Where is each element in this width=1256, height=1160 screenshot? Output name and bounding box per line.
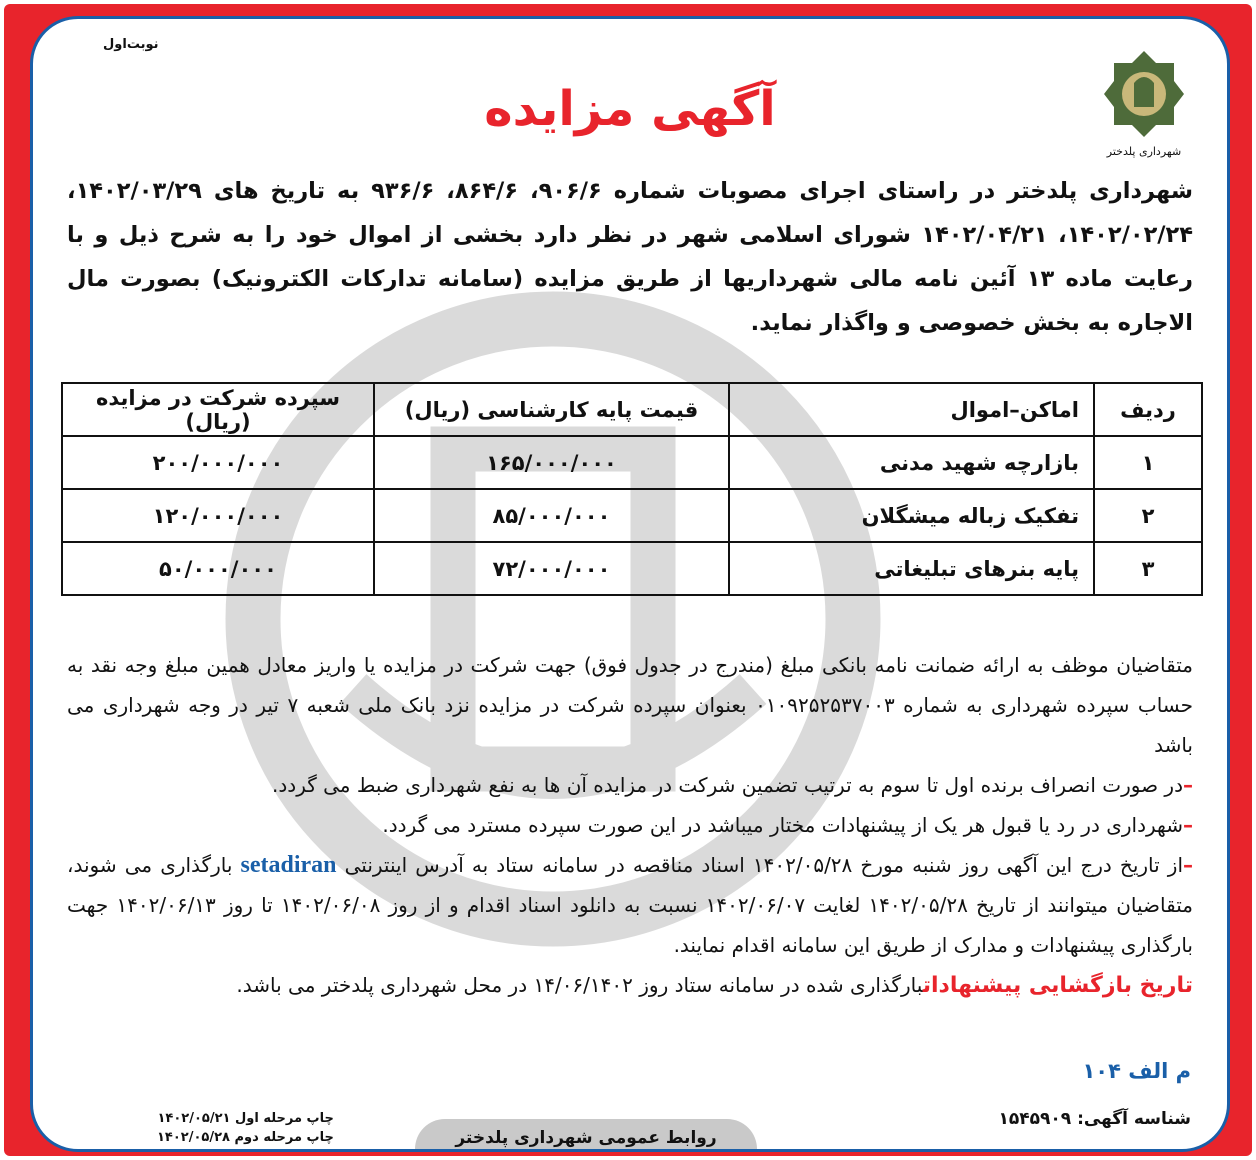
reference-code: م الف ۱۰۴ bbox=[1082, 1059, 1191, 1083]
header-deposit: سپرده شرکت در مزایده (ریال) bbox=[62, 383, 374, 436]
opening-date-label: تاریخ بازگشایی پیشنهادات bbox=[922, 973, 1193, 998]
ad-identifier: شناسه آگهی: ۱۵۴۵۹۰۹ bbox=[998, 1109, 1191, 1129]
round-label: نوبت‌اول bbox=[103, 37, 159, 52]
setadiran-link[interactable]: setadiran bbox=[240, 852, 337, 878]
header-row-number: ردیف bbox=[1094, 383, 1202, 436]
deposit-amount: ۱۲۰/۰۰۰/۰۰۰ bbox=[62, 489, 374, 542]
opening-date-text: بارگذاری شده در سامانه ستاد روز ۱۴/۰۶/۱۴۰۲ در محل شهرداری پلدختر می باشد. bbox=[236, 973, 923, 997]
print-date-second: چاپ مرحله دوم ۱۴۰۲/۰۵/۲۸ bbox=[157, 1130, 334, 1145]
notice-title: آگهی مزایده bbox=[484, 81, 776, 137]
bullet-mark: – bbox=[1183, 813, 1193, 837]
red-frame bbox=[4, 4, 1252, 1156]
row-number: ۱ bbox=[1094, 436, 1202, 489]
notice-panel bbox=[30, 16, 1230, 1152]
condition-item bbox=[67, 845, 1193, 965]
header-place: اماکن–اموال bbox=[729, 383, 1094, 436]
intro-paragraph: شهرداری پلدختر در راستای اجرای مصوبات شماره ۹۰۶/۶، ۸۶۴/۶، ۹۳۶/۶ به تاریخ های ۱۴۰۲/۰۳/۲۹، ۱۴۰۲/۰۲/۲۴، ۱۴۰۲/۰۴/۲۱ شورای اسلامی شهر در نظر دارد بخشی از اموال خود را به شرح ذیل و با رعایت ماده ۱۳ آئین نامه مالی شهرداریها از طریق مزایده (سامانه تدارکات الکترونیک) بصورت مال الاجاره به بخش خصوصی و واگذار نماید. bbox=[67, 178, 1193, 336]
condition-item bbox=[67, 805, 1193, 845]
public-relations-banner: روابط عمومی شهرداری پلدختر bbox=[415, 1119, 757, 1152]
header-base-price: قیمت پایه کارشناسی (ریال) bbox=[374, 383, 729, 436]
base-price: ۱۶۵/۰۰۰/۰۰۰ bbox=[374, 436, 729, 489]
auction-items-table bbox=[61, 382, 1203, 596]
place-name: بازارچه شهید مدنی bbox=[729, 436, 1094, 489]
condition-text: بارگذاری می شوند، متقاضیان میتوانند از تاریخ ۱۴۰۲/۰۵/۲۸ لغایت ۱۴۰۲/۰۶/۰۷ نسبت به دانلود اسناد اقدام و از روز ۱۴۰۲/۰۶/۰۸ تا روز ۱۴۰۲/۰۶/۱۳ جهت بارگذاری پیشنهادات و مدارک از طریق این سامانه اقدام نمایند. bbox=[67, 853, 1193, 957]
bullet-mark: – bbox=[1183, 853, 1194, 877]
bullet-mark: – bbox=[1183, 773, 1193, 797]
condition-item bbox=[67, 765, 1193, 805]
base-price: ۸۵/۰۰۰/۰۰۰ bbox=[374, 489, 729, 542]
condition-text: شهرداری در رد یا قبول هر یک از پیشنهادات مختار میباشد در این صورت سپرده مسترد می گردد. bbox=[382, 813, 1183, 837]
deposit-amount: ۵۰/۰۰۰/۰۰۰ bbox=[62, 542, 374, 595]
table-header-row bbox=[62, 383, 1202, 436]
condition-text: از تاریخ درج این آگهی روز شنبه مورخ ۱۴۰۲/۰۵/۲۸ اسناد مناقصه در سامانه ستاد به آدرس اینترنتی bbox=[344, 853, 1184, 877]
row-number: ۳ bbox=[1094, 542, 1202, 595]
print-date-first: چاپ مرحله اول ۱۴۰۲/۰۵/۲۱ bbox=[157, 1111, 334, 1126]
row-number: ۲ bbox=[1094, 489, 1202, 542]
place-name: پایه بنرهای تبلیغاتی bbox=[729, 542, 1094, 595]
deposit-amount: ۲۰۰/۰۰۰/۰۰۰ bbox=[62, 436, 374, 489]
print-dates bbox=[157, 1109, 334, 1147]
conditions-section bbox=[67, 645, 1193, 1006]
logo-caption: شهرداری پلدختر bbox=[1106, 145, 1182, 158]
deposit-paragraph: متقاضیان موظف به ارائه ضمانت نامه بانکی مبلغ (مندرج در جدول فوق) جهت شرکت در مزایده یا واریز معادل همین مبلغ وجه نقد به حساب سپرده شهرداری به شماره ۰۱۰۹۲۵۲۵۳۷۰۰۳ بعنوان سپرده شرکت در مزایده نزد بانک ملی شعبه ۷ تیر در وجه شهرداری می باشد bbox=[67, 653, 1194, 757]
table-row bbox=[62, 542, 1202, 595]
opening-date-paragraph bbox=[67, 965, 1193, 1006]
table-row bbox=[62, 436, 1202, 489]
table-row bbox=[62, 489, 1202, 542]
condition-text: در صورت انصراف برنده اول تا سوم به ترتیب تضمین شرکت در مزایده آن ها به نفع شهرداری ضبط می گردد. bbox=[272, 773, 1183, 797]
place-name: تفکیک زباله میشگلان bbox=[729, 489, 1094, 542]
base-price: ۷۲/۰۰۰/۰۰۰ bbox=[374, 542, 729, 595]
